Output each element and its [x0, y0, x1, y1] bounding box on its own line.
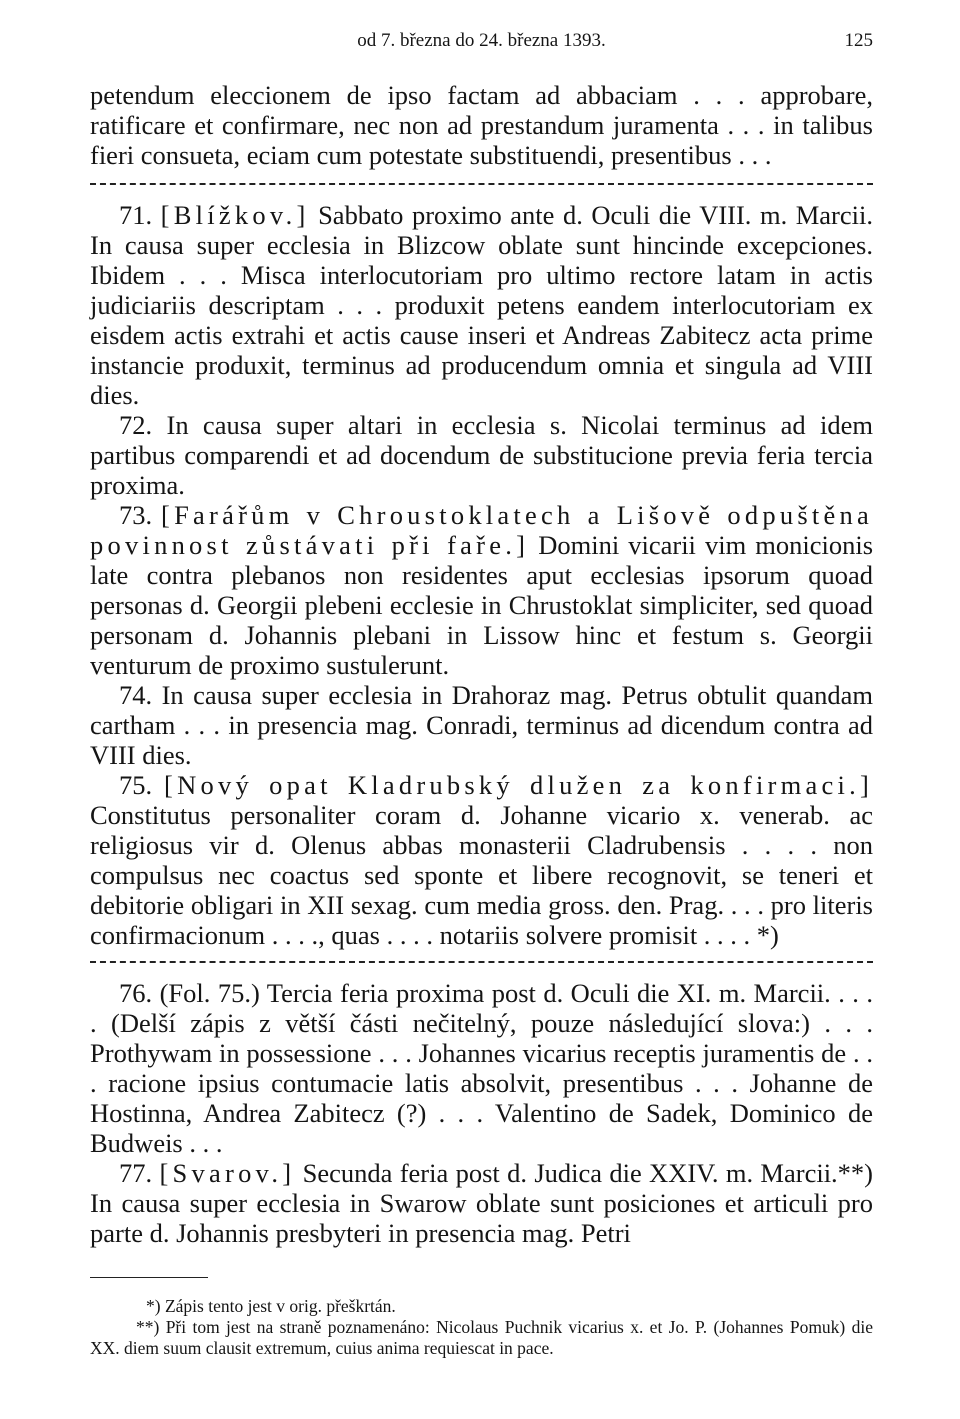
entry-text: Tercia feria proxima post d. Oculi die XI. m. Marcii. . . . . — [90, 978, 874, 1038]
running-title: od 7. března do 24. března 1393. — [357, 30, 606, 51]
entry-74 — [90, 680, 873, 770]
summary-heading: [Nový opat Kladrubský dlužen za konfirmaci.] — [164, 770, 874, 800]
running-head — [90, 30, 873, 56]
place-heading: [Svarov.] — [159, 1158, 296, 1188]
entry-number: 73. — [119, 500, 153, 530]
entry-71 — [90, 200, 873, 410]
entry-number: 72. — [119, 410, 153, 440]
entry-77 — [90, 1158, 873, 1248]
footnote-1: *) Zápis tento jest v orig. přeškrtán. — [146, 1296, 396, 1316]
entry-text: Domini vicarii vim monicionis late contra plebanos non residentes aput ecclesias ipsorum quoad personas d. Georgii plebeni ecclesie in Chrustoklat simpliciter, sed quoad personam d. Johannis plebani in Lissow hinc et festum s. Georgii venturum de proximo sustulerunt. — [90, 530, 874, 680]
editorial-note: (Delší zápis z větší části nečitelný, pouze následující slova:) — [111, 1008, 810, 1038]
section-divider — [90, 961, 873, 963]
entry-number: 71. — [119, 200, 153, 230]
entry-number: 76. — [119, 978, 153, 1008]
entry-text: . . . Prothywam in possessione . . . Johannes vicarius receptis juramentis de . . . racione ipsius contumacie latis absolvit, presentibus . . . Johanne de Hostinna, Andrea Zabitecz (?) . . . Valentino de Sadek, Dominico de Budweis . . . — [90, 1008, 874, 1158]
entry-number: 74. — [119, 680, 153, 710]
entry-text: Sabbato proximo ante d. Oculi die VIII. m. Marcii. In causa super ecclesia in Blizcow oblate sunt hincinde excepciones. Ibidem . . . Misca interlocutoriam pro ultimo rectore latam in actis judiciariis descriptam . . . produxit petens eandem interlocutoriam ex eisdem actis extrahi et actis cause inseri et Andreas Zabitecz acta prime instancie produxit, terminus ad producendum omnia et singula ad VIII dies. — [90, 200, 873, 410]
footnote-rule — [90, 1277, 208, 1278]
summary-heading: [Farářům v Chroustoklatech a Lišově odpuštěna povinnost zůstávati při faře.] — [90, 500, 874, 560]
entry-text: In causa super ecclesia in Drahoraz mag. Petrus obtulit quandam cartham . . . in presencia mag. Conradi, terminus ad dicendum contra ad VIII dies. — [90, 680, 873, 770]
entry-text: Secunda feria post d. Judica die XXIV. m. Marcii.**) In causa super ecclesia in Swarow oblate sunt posiciones et articuli pro parte d. Johannis presbyteri in presencia mag. Petri — [90, 1158, 874, 1248]
entry-75 — [90, 770, 873, 950]
entry-text: Constitutus personaliter coram d. Johanne vicario x. venerab. ac religiosus vir d. Olenus abbas monasterii Cladrubensis . . . . non compulsus nec coactus sed sponte et libere recognovit, se teneri et debitorie obligari in XII sexag. cum media gross. den. Prag. . . . pro literis confirmacionum . . . ., quas . . . . notariis solvere promisit . . . . *) — [90, 800, 873, 950]
folio-reference: (Fol. 75.) — [159, 978, 260, 1008]
footnotes — [90, 1296, 873, 1359]
entry-number: 75. — [119, 770, 153, 800]
footnote-2: **) Při tom jest na straně poznamenáno: Nicolaus Puchnik vicarius x. et Jo. P. (Johannes Pomuk) die XX. diem suum clausit extremum, cuius anima requiescat in pace. — [90, 1317, 873, 1358]
section-divider — [90, 183, 873, 185]
entry-text: In causa super altari in ecclesia s. Nicolai terminus ad idem partibus comparendi et ad docendum de substitucione previa feria tercia proxima. — [90, 410, 874, 500]
entry-76 — [90, 978, 873, 1158]
place-heading: [Blížkov.] — [160, 200, 310, 230]
entry-72 — [90, 410, 873, 500]
paragraph-continuation: petendum eleccionem de ipso factam ad abbaciam . . . approbare, ratificare et confirmare, nec non ad prestandum juramenta . . . in talibus fieri consueta, eciam cum potestate substituendi, presentibus . . . — [90, 80, 873, 170]
page-number: 125 — [844, 30, 873, 51]
main-text — [90, 80, 873, 1248]
entry-73 — [90, 500, 873, 680]
entry-number: 77. — [119, 1158, 153, 1188]
